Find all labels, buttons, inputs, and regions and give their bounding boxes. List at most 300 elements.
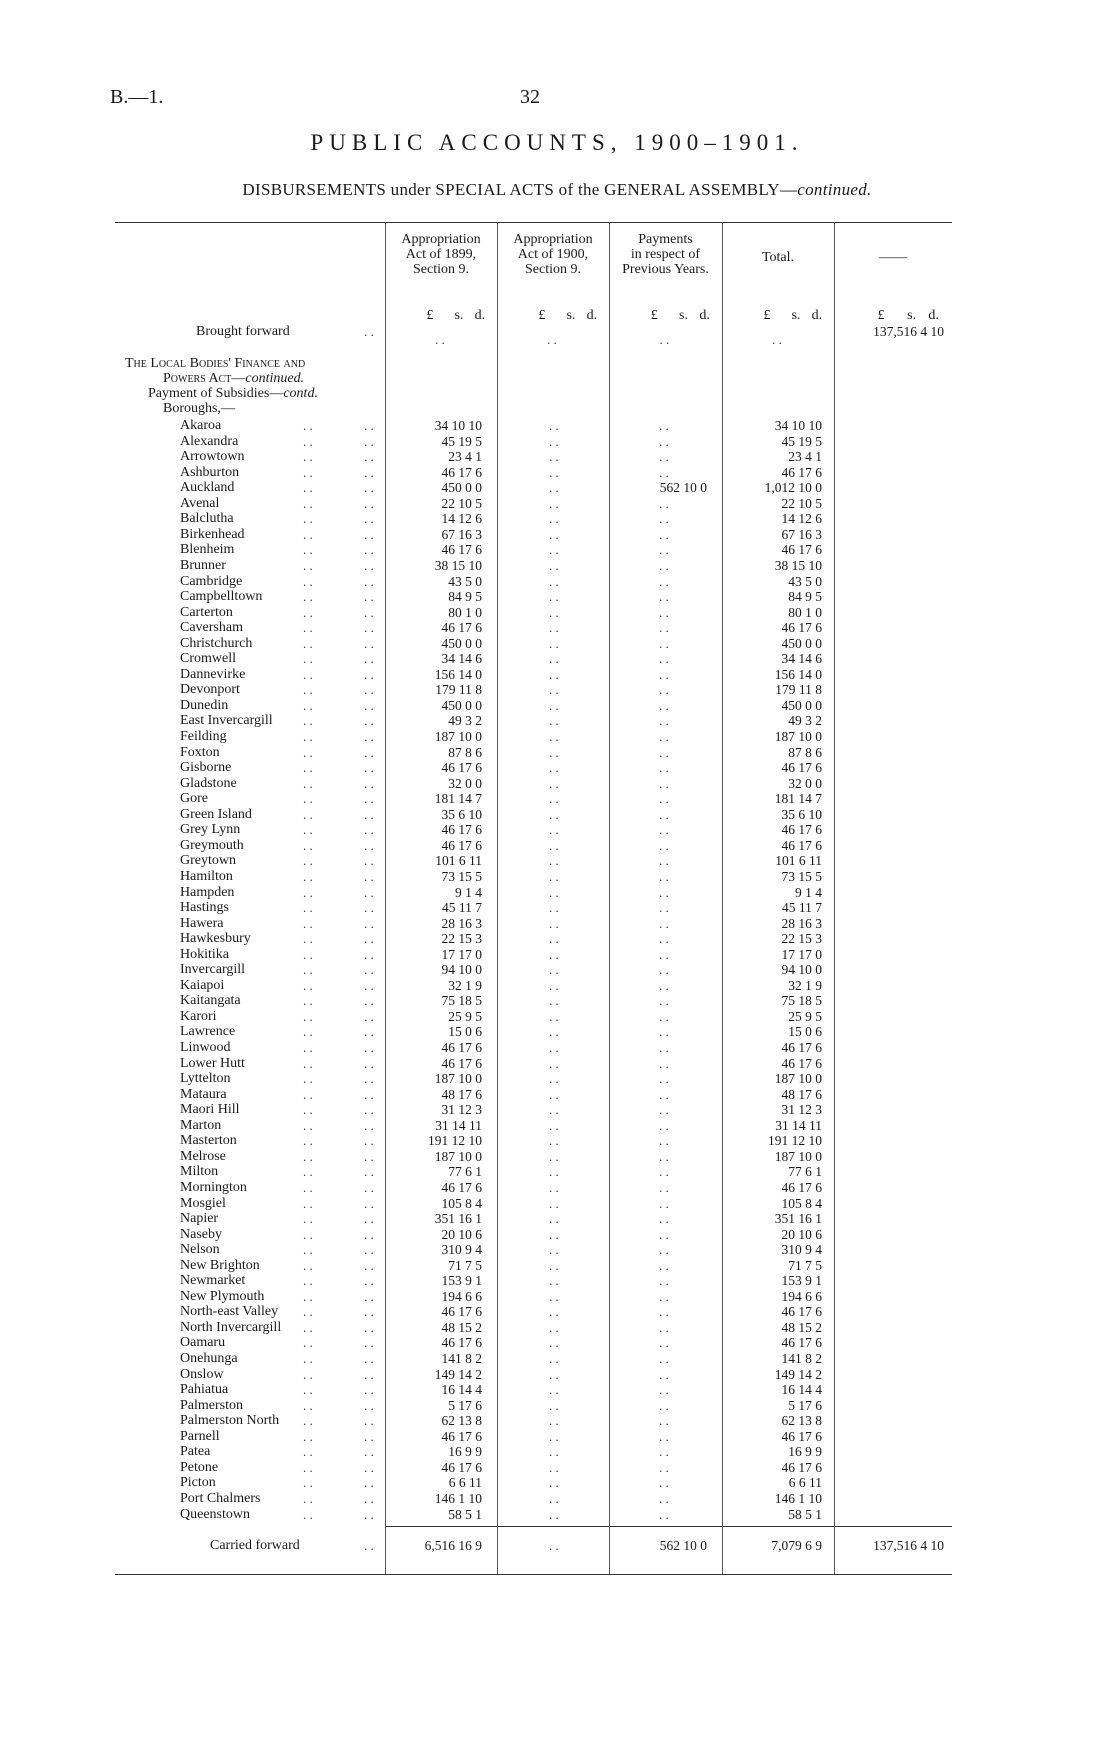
total-amount: 450 0 0 [781,635,822,651]
empty-cell-dots: . . [549,1304,559,1320]
borough-name: Hampden [180,884,235,900]
leader-dots: . . [364,1490,374,1506]
brought-forward-label: Brought forward [196,324,290,339]
empty-cell-dots: . . [549,729,559,744]
total-amount: 101 6 11 [775,853,822,869]
empty-cell-dots: . . [549,1444,559,1460]
borough-name: Mornington [180,1179,247,1195]
leader-dots: . . [364,1226,374,1242]
empty-cell-dots: . . [549,1538,559,1553]
borough-name: Dannevirke [180,666,246,682]
column-header [385,232,497,277]
total-amount: 45 19 5 [781,433,822,449]
total-amount: 25 9 5 [788,1008,822,1024]
leader-dots: . . [303,620,313,636]
empty-cell-dots: . . [549,1055,559,1071]
total-amount: 46 17 6 [781,760,822,776]
total-amount: 5 17 6 [788,1397,822,1413]
column-header-line: in respect of [630,247,701,262]
empty-cell-dots: . . [659,697,669,713]
empty-cell-dots: . . [549,1179,559,1195]
table-top-rule [115,222,952,223]
empty-cell-dots: . . [549,993,559,1009]
borough-name: East Invercargill [180,713,273,729]
empty-cell-dots: . . [549,1148,559,1164]
total-amount: 191 12 10 [768,1133,822,1149]
borough-name: Hamilton [180,868,233,884]
borough-name: Naseby [180,1226,222,1242]
total-amount: 187 10 0 [774,1071,822,1087]
borough-name: New Brighton [180,1257,260,1273]
empty-cell-dots: . . [549,1335,559,1351]
empty-cell-dots: . . [659,1133,669,1149]
leader-dots: . . [303,837,313,853]
leader-dots: . . [303,1304,313,1320]
leader-dots: . . [303,1117,313,1133]
borough-name: Greymouth [180,837,244,853]
act-1899-amount: 87 8 6 [448,744,482,760]
borough-name: Invercargill [180,962,246,978]
brought-forward-last-column: 137,516 4 10 [873,324,944,339]
leader-dots: . . [364,900,374,916]
borough-name: Lyttelton [180,1071,231,1087]
empty-cell-dots: . . [549,1257,559,1273]
leader-dots: . . [364,449,374,465]
leader-dots: . . [364,946,374,962]
leader-dots: . . [303,1382,313,1398]
empty-cell-dots: . . [659,1304,669,1320]
leader-dots: . . [364,1273,374,1289]
borough-name: Milton [180,1164,219,1180]
empty-cell-dots: . . [549,1475,559,1491]
leader-dots: . . [303,1273,313,1289]
leader-dots: . . [303,1397,313,1413]
total-amount: 15 0 6 [788,1024,822,1040]
empty-cell-dots: . . [659,853,669,869]
leader-dots: . . [364,1040,374,1055]
leader-dots: . . [303,697,313,713]
act-1899-amount: 191 12 10 [428,1133,482,1149]
borough-name: Foxton [180,744,220,760]
empty-cell-dots: . . [659,1366,669,1382]
leader-dots: . . [303,604,313,620]
act-1899-amount: 49 3 2 [448,713,482,729]
borough-name: Onehunga [180,1351,238,1366]
leader-dots: . . [364,573,374,589]
borough-name: North-east Valley [180,1304,279,1320]
total-amount: 16 9 9 [788,1444,822,1460]
borough-name: Linwood [180,1040,231,1055]
act-1899-amount: 80 1 0 [448,604,482,620]
leader-dots: . . [364,604,374,620]
empty-cell-dots: . . [547,332,557,347]
act-1899-amount: 181 14 7 [434,791,482,807]
empty-cell-dots: . . [549,418,559,433]
empty-cell-dots: . . [549,977,559,993]
pound-unit-label: £ [538,308,546,323]
act-1899-amount: 46 17 6 [441,1179,482,1195]
carried-forward-label: Carried forward [210,1538,300,1553]
empty-cell-dots: . . [659,604,669,620]
empty-cell-dots: . . [549,806,559,822]
empty-cell-dots: . . [659,1475,669,1491]
borough-name: Auckland [180,480,235,496]
empty-cell-dots: . . [549,1008,559,1024]
empty-cell-dots: . . [659,418,669,433]
act-1899-amount: 71 7 5 [448,1257,482,1273]
total-amount: 38 15 10 [774,557,822,573]
act-1899-amount: 16 14 4 [441,1382,482,1398]
empty-cell-dots: . . [659,1179,669,1195]
leader-dots: . . [364,791,374,807]
borough-name: Alexandra [180,433,239,449]
borough-name: Masterton [180,1133,237,1149]
act-1899-amount: 450 0 0 [441,480,482,496]
empty-cell-dots: . . [659,962,669,978]
borough-name: Ashburton [180,464,240,480]
empty-cell-dots: . . [659,1335,669,1351]
total-amount: 9 1 4 [795,884,822,900]
empty-cell-dots: . . [659,526,669,542]
total-amount: 32 1 9 [788,977,822,993]
leader-dots: . . [364,635,374,651]
leader-dots: . . [303,1179,313,1195]
page-number: 32 [520,86,540,108]
borough-name: Hokitika [180,946,229,962]
leader-dots: . . [303,1366,313,1382]
borough-name: Avenal [180,495,220,511]
empty-cell-dots: . . [659,620,669,636]
leader-dots: . . [303,1428,313,1444]
borough-name: Picton [180,1475,216,1491]
empty-cell-dots: . . [549,713,559,729]
total-amount: 179 11 8 [775,682,822,698]
leader-dots: . . [364,1055,374,1071]
total-amount: 35 6 10 [781,806,822,822]
leader-dots: . . [303,1242,313,1258]
leader-dots: . . [364,729,374,744]
empty-cell-dots: . . [659,682,669,698]
act-1899-amount: 32 0 0 [448,775,482,791]
total-amount: 87 8 6 [788,744,822,760]
total-amount: 48 17 6 [781,1086,822,1102]
act-1899-amount: 46 17 6 [441,1055,482,1071]
column-divider [834,222,835,1574]
empty-cell-dots: . . [549,635,559,651]
leader-dots: . . [364,1148,374,1164]
pence-unit-label: d. [699,308,710,323]
empty-cell-dots: . . [659,868,669,884]
borough-name: Mataura [180,1086,227,1102]
empty-cell-dots: . . [659,511,669,527]
act-heading: The Local Bodies' Finance and [125,356,306,371]
leader-dots: . . [303,1071,313,1087]
empty-cell-dots: . . [659,1319,669,1335]
leader-dots: . . [364,1086,374,1102]
leader-dots: . . [303,1148,313,1164]
leader-dots: . . [364,1164,374,1180]
leader-dots: . . [303,1102,313,1118]
borough-name: Cambridge [180,573,243,589]
total-amount: 46 17 6 [781,837,822,853]
empty-cell-dots: . . [549,884,559,900]
leader-dots: . . [364,557,374,573]
empty-cell-dots: . . [659,993,669,1009]
empty-cell-dots: . . [659,1490,669,1506]
empty-cell-dots: . . [549,1040,559,1055]
shilling-unit-label: s. [454,308,464,323]
total-amount: 351 16 1 [774,1211,822,1227]
leader-dots: . . [364,1351,374,1366]
leader-dots: . . [364,822,374,838]
empty-cell-dots: . . [659,1117,669,1133]
act-1899-amount: 20 10 6 [441,1226,482,1242]
leader-dots: . . [303,946,313,962]
column-header-line: Act of 1899, [405,247,477,262]
act-heading-text: Powers Act— [163,371,246,386]
empty-cell-dots: . . [549,1273,559,1289]
leader-dots: . . [303,1444,313,1460]
total-amount: 22 10 5 [781,495,822,511]
total-amount: 153 9 1 [781,1273,822,1289]
total-amount: 31 12 3 [781,1102,822,1118]
column-header-line: Total. [761,250,795,265]
empty-cell-dots: . . [659,1397,669,1413]
leader-dots: . . [364,1459,374,1475]
act-1899-amount: 194 6 6 [441,1288,482,1304]
empty-cell-dots: . . [659,1102,669,1118]
borough-name: Greytown [180,853,236,869]
borough-name: Queenstown [180,1506,250,1522]
subsidy-heading-italic: contd. [283,386,318,401]
borough-name: Melrose [180,1148,226,1164]
leader-dots: . . [364,1319,374,1335]
act-1899-amount: 28 16 3 [441,915,482,931]
leader-dots: . . [364,993,374,1009]
act-1899-amount: 22 10 5 [441,495,482,511]
empty-cell-dots: . . [659,744,669,760]
column-header-line: —— [879,250,907,265]
leader-dots: . . [303,744,313,760]
total-amount: 67 16 3 [781,526,822,542]
total-amount: 46 17 6 [781,1055,822,1071]
leader-dots: . . [303,542,313,558]
act-1899-amount: 105 8 4 [441,1195,482,1211]
borough-name: Kaiapoi [180,977,225,993]
act-1899-amount: 156 14 0 [434,666,482,682]
empty-cell-dots: . . [659,332,670,347]
empty-cell-dots: . . [659,837,669,853]
subsidy-heading-text: Payment of Subsidies— [148,386,284,401]
empty-cell-dots: . . [659,651,669,667]
empty-cell-dots: . . [549,1288,559,1304]
borough-name: Petone [180,1459,219,1475]
leader-dots: . . [364,542,374,558]
act-1899-amount: 31 12 3 [441,1102,482,1118]
total-amount: 49 3 2 [788,713,822,729]
leader-dots: . . [364,526,374,542]
empty-cell-dots: . . [549,1102,559,1118]
act-1899-amount: 46 17 6 [441,1335,482,1351]
act-1899-amount: 6 6 11 [448,1475,482,1491]
leader-dots: . . [303,433,313,449]
empty-cell-dots: . . [659,1148,669,1164]
empty-cell-dots: . . [659,1226,669,1242]
act-1899-amount: 67 16 3 [441,526,482,542]
leader-dots: . . [364,1538,374,1553]
empty-cell-dots: . . [549,1351,559,1366]
total-amount: 34 10 10 [774,418,822,433]
total-amount: 46 17 6 [781,464,822,480]
total-amount: 149 14 2 [774,1366,822,1382]
empty-cell-dots: . . [659,1211,669,1227]
leader-dots: . . [364,915,374,931]
empty-cell-dots: . . [549,1133,559,1149]
leader-dots: . . [364,682,374,698]
empty-cell-dots: . . [549,682,559,698]
borough-name: Hawkesbury [180,931,251,947]
act-1899-amount: 310 9 4 [441,1242,482,1258]
shilling-unit-label: s. [907,308,917,323]
empty-cell-dots: . . [549,433,559,449]
leader-dots: . . [303,1475,313,1491]
empty-cell-dots: . . [659,946,669,962]
act-1899-amount: 45 11 7 [442,900,482,916]
leader-dots: . . [364,620,374,636]
empty-cell-dots: . . [549,1211,559,1227]
column-header-line: Section 9. [413,262,469,277]
empty-cell-dots: . . [549,589,559,605]
act-1899-amount: 17 17 0 [441,946,482,962]
leader-dots: . . [303,1164,313,1180]
act-heading-italic: continued. [245,371,305,386]
total-amount: 32 0 0 [788,775,822,791]
subtitle-main: DISBURSEMENTS under SPECIAL ACTS of the GENERAL ASSEMBLY— [242,180,798,199]
leader-dots: . . [364,480,374,496]
empty-cell-dots: . . [549,464,559,480]
act-1899-amount: 101 6 11 [435,853,482,869]
empty-cell-dots: . . [549,900,559,916]
borough-name: Palmerston North [180,1413,280,1429]
leader-dots: . . [303,1055,313,1071]
leader-dots: . . [303,915,313,931]
total-amount: 46 17 6 [781,1428,822,1444]
leader-dots: . . [364,1102,374,1118]
act-1899-amount: 46 17 6 [441,620,482,636]
total-amount: 73 15 5 [781,868,822,884]
borough-name: Devonport [180,682,240,698]
leader-dots: . . [303,526,313,542]
total-amount: 181 14 7 [774,791,822,807]
column-divider [497,222,498,1574]
leader-dots: . . [303,713,313,729]
empty-cell-dots: . . [549,449,559,465]
act-1899-amount: 187 10 0 [434,729,482,744]
empty-cell-dots: . . [659,1382,669,1398]
empty-cell-dots: . . [659,713,669,729]
leader-dots: . . [303,557,313,573]
empty-cell-dots: . . [659,806,669,822]
leader-dots: . . [303,1506,313,1522]
empty-cell-dots: . . [659,977,669,993]
borough-name: Hastings [180,900,229,916]
leader-dots: . . [303,1351,313,1366]
empty-cell-dots: . . [659,557,669,573]
empty-cell-dots: . . [659,1024,669,1040]
total-amount: 46 17 6 [781,1335,822,1351]
empty-cell-dots: . . [659,1413,669,1429]
shilling-unit-label: s. [679,308,688,323]
empty-cell-dots: . . [659,1428,669,1444]
carried-forward-rule [385,1526,952,1527]
total-amount: 45 11 7 [782,900,822,916]
empty-cell-dots: . . [549,526,559,542]
leader-dots: . . [364,962,374,978]
document-reference: B.—1. [110,86,164,108]
empty-cell-dots: . . [549,1086,559,1102]
empty-cell-dots: . . [549,760,559,776]
act-1899-amount: 46 17 6 [441,837,482,853]
empty-cell-dots: . . [549,1428,559,1444]
leader-dots: . . [364,418,374,433]
leader-dots: . . [364,511,374,527]
page-subtitle [0,180,1114,200]
empty-cell-dots: . . [549,853,559,869]
leader-dots: . . [303,1490,313,1506]
leader-dots: . . [364,433,374,449]
empty-cell-dots: . . [549,1242,559,1258]
leader-dots: . . [364,1008,374,1024]
borough-name: Lawrence [180,1024,236,1040]
empty-cell-dots: . . [659,791,669,807]
empty-cell-dots: . . [659,635,669,651]
borough-name: Arrowtown [180,449,245,465]
empty-cell-dots: . . [549,791,559,807]
empty-cell-dots: . . [549,651,559,667]
leader-dots: . . [364,1335,374,1351]
empty-cell-dots: . . [549,1459,559,1475]
empty-cell-dots: . . [549,1195,559,1211]
leader-dots: . . [303,464,313,480]
leader-dots: . . [303,1288,313,1304]
empty-cell-dots: . . [549,1506,559,1522]
total-amount: 46 17 6 [781,1459,822,1475]
leader-dots: . . [364,589,374,605]
empty-cell-dots: . . [659,1071,669,1087]
leader-dots: . . [303,635,313,651]
leader-dots: . . [303,682,313,698]
leader-dots: . . [364,853,374,869]
borough-name: Caversham [180,620,243,636]
act-1899-amount: 9 1 4 [455,884,482,900]
page-title: PUBLIC ACCOUNTS, 1900–1901. [310,130,804,155]
total-amount: 84 9 5 [788,589,822,605]
leader-dots: . . [364,1211,374,1227]
act-1899-amount: 75 18 5 [441,993,482,1009]
carried-forward-total: 7,079 6 9 [771,1538,822,1553]
empty-cell-dots: . . [549,480,559,496]
total-amount: 1,012 10 0 [764,480,822,496]
act-1899-amount: 46 17 6 [441,822,482,838]
empty-cell-dots: . . [549,557,559,573]
total-amount: 75 18 5 [781,993,822,1009]
leader-dots: . . [364,884,374,900]
total-amount: 187 10 0 [774,1148,822,1164]
leader-dots: . . [364,495,374,511]
leader-dots: . . [303,1319,313,1335]
empty-cell-dots: . . [549,1413,559,1429]
total-amount: 43 5 0 [788,573,822,589]
